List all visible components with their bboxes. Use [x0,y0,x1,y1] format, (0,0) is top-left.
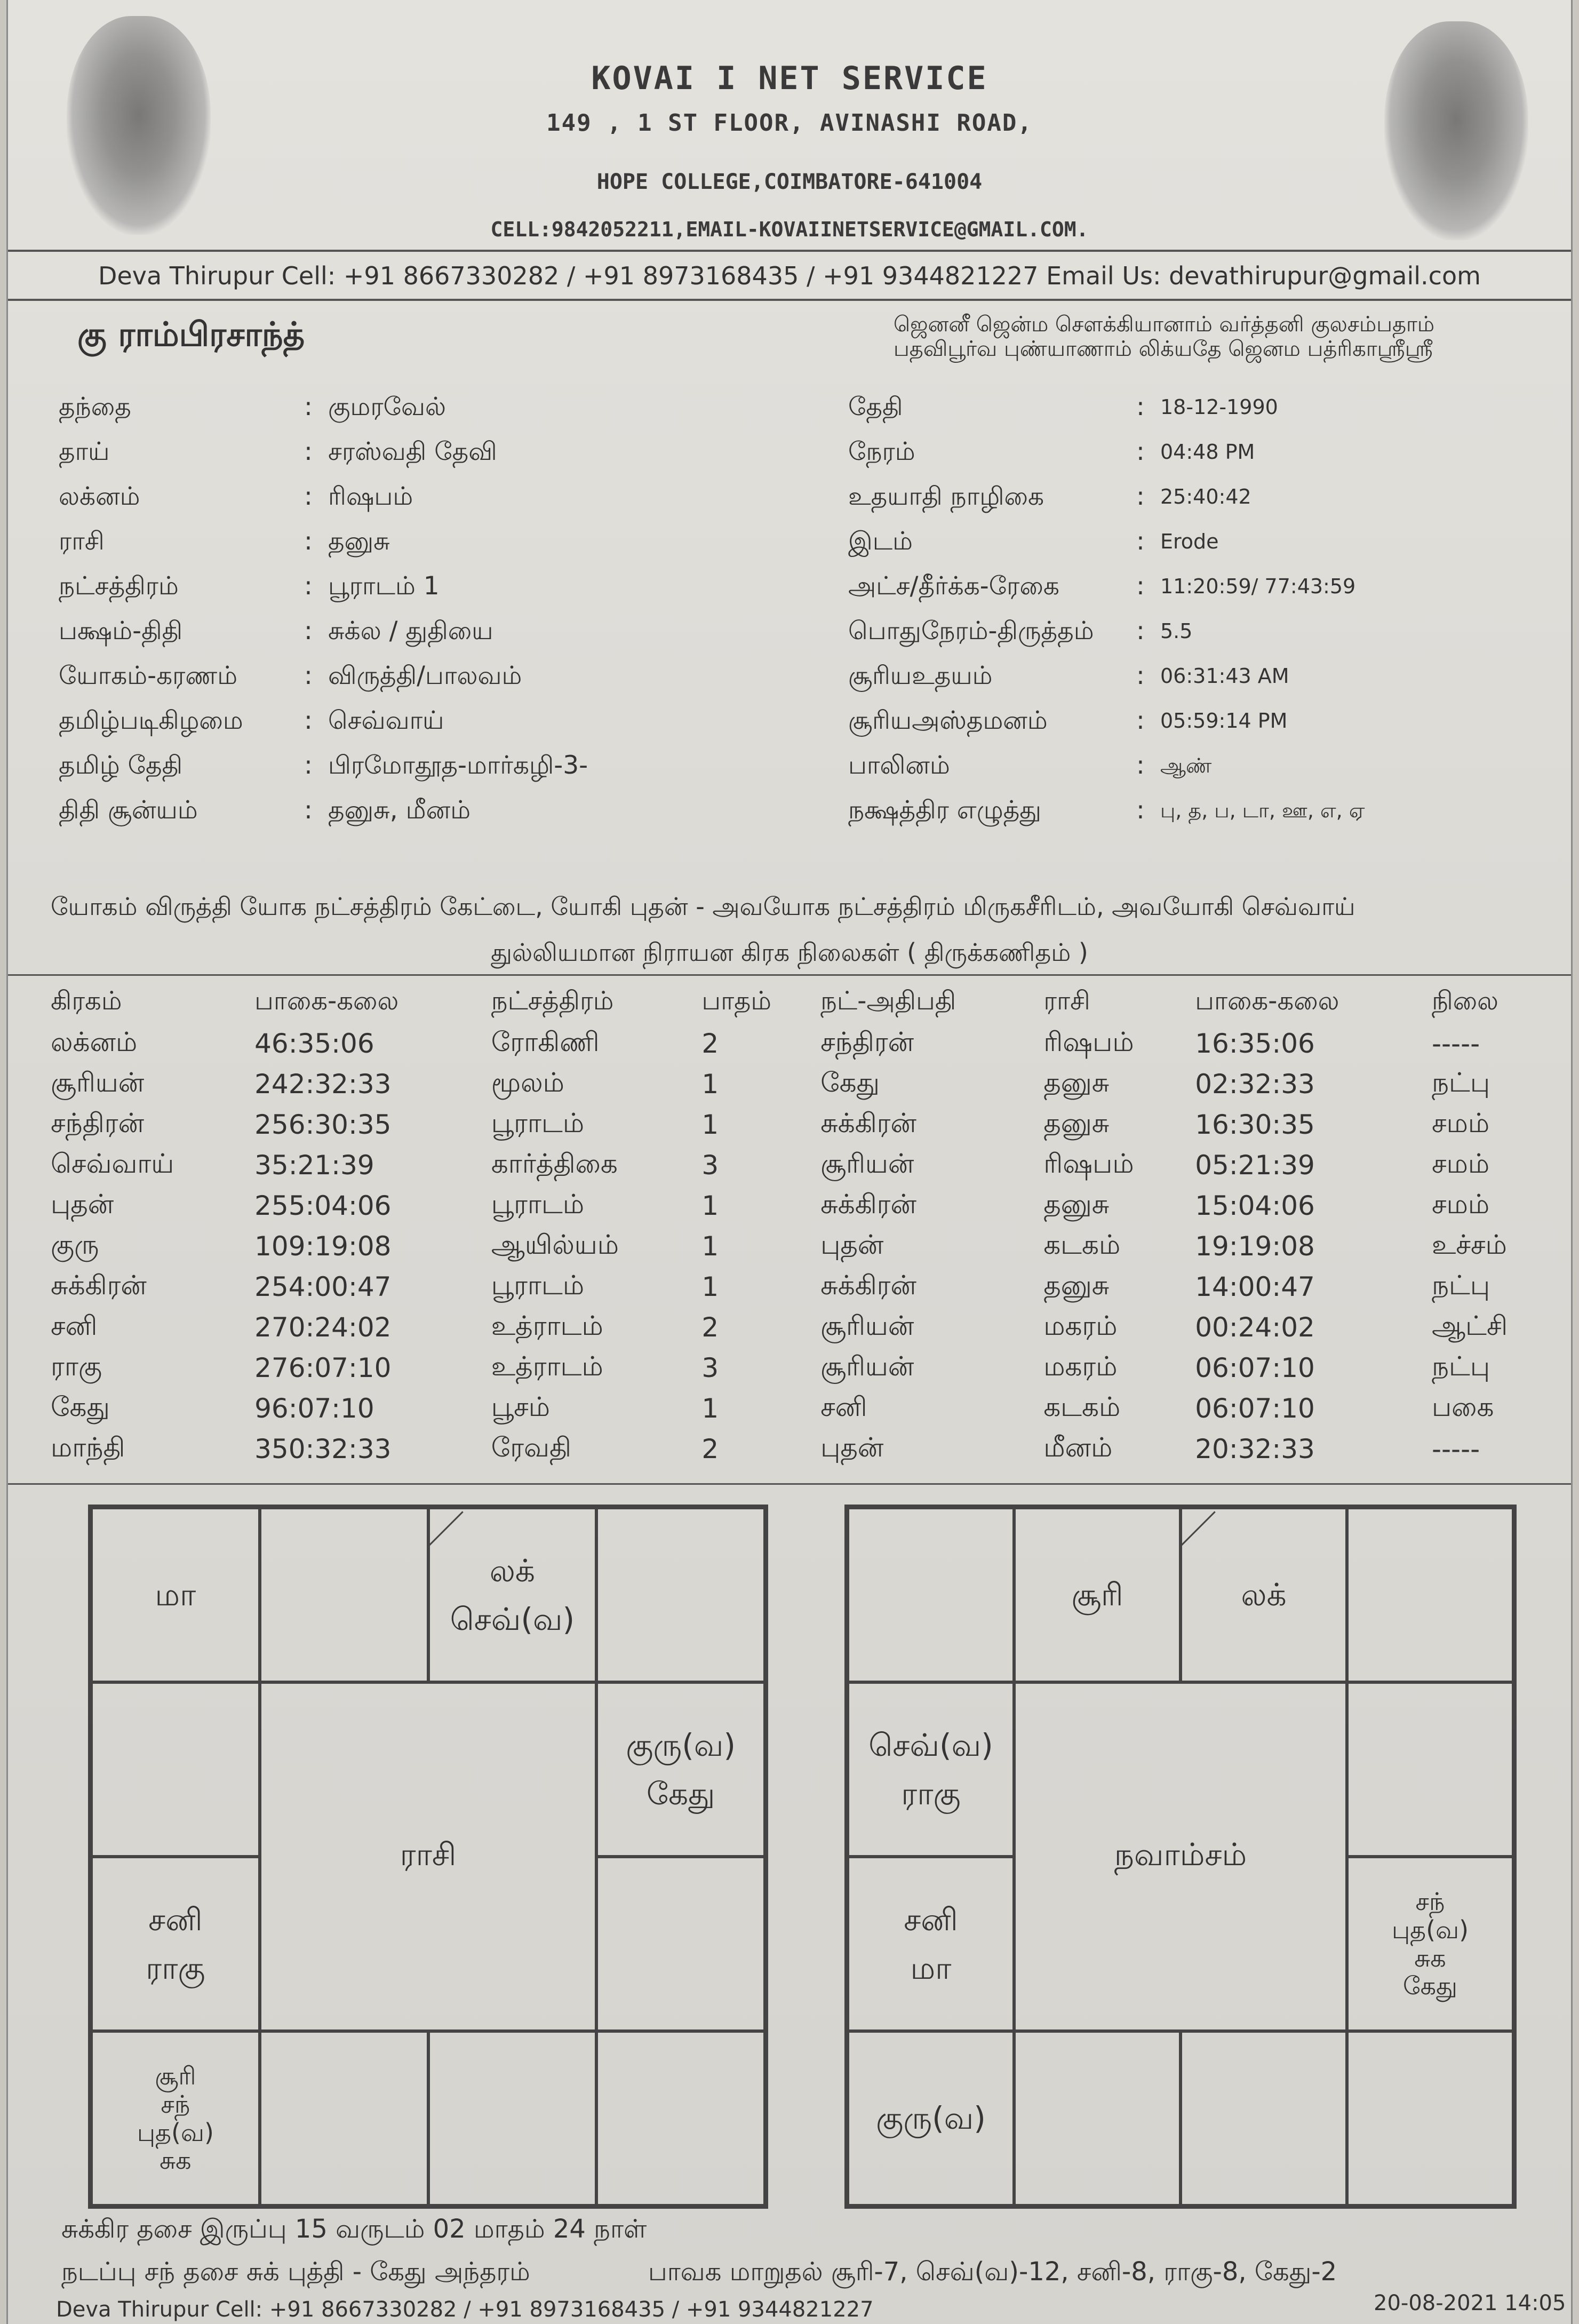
table-cell: உத்ராடம் [491,1310,603,1341]
house-kanni [1347,2031,1513,2206]
bottom-contact: Deva Thirupur Cell: +91 8667330282 / +91 8973168435 / +91 9344821227 [56,2297,874,2322]
detail-colon: : [1136,571,1145,601]
table-cell: உச்சம் [1431,1229,1507,1260]
table-cell: 1 [701,1109,719,1140]
planet-label: செவ்(வ) [868,1726,993,1763]
table-row [45,1104,1555,1145]
table-cell: ----- [1431,1434,1480,1465]
table-cell: 96:07:10 [254,1393,374,1424]
table-cell: பூராடம் [491,1269,585,1301]
horoscope-sheet [6,0,1573,2324]
table-cell: சூரியன் [820,1148,914,1179]
table-cell: லக்னம் [51,1026,138,1057]
house-kanni [596,2031,765,2206]
yoga-line: யோகம் விருத்தி யோக நட்சத்திரம் கேட்டை, யோகி புதன் - அவயோக நட்சத்திரம் மிருகசீரிடம், அவயோகி செவ்வாய் [51,892,1355,921]
table-cell: பூசம் [491,1391,551,1422]
table-cell: தனுசு [1043,1269,1110,1301]
detail-value: ஆண் [1160,754,1212,777]
table-cell: கடகம் [1043,1391,1121,1422]
planet-label: மா [155,1577,196,1613]
table-cell: மகரம் [1043,1350,1118,1382]
detail-value: 5.5 [1160,619,1193,643]
detail-label: உதயாதி நாழிகை [848,482,1044,511]
house-meenam [848,1508,1014,1682]
table-cell: மகரம் [1043,1310,1118,1341]
detail-colon: : [304,392,313,421]
planet-label: லக் [1241,1577,1287,1613]
detail-value: தனுசு, மீனம் [328,795,471,825]
table-cell: செவ்வாய் [51,1148,174,1179]
table-cell: 20:32:33 [1195,1434,1315,1465]
table-cell: தனுசு [1043,1107,1110,1139]
planet-label: கேது [646,1775,715,1812]
table-cell: கார்த்திகை [491,1148,618,1179]
table-cell: 02:32:33 [1195,1069,1315,1100]
table-row [45,1185,1555,1226]
detail-colon: : [304,795,313,825]
planet-label: கேது [1403,1971,1457,2001]
detail-label: நேரம் [848,437,915,466]
detail-colon: : [1136,661,1145,690]
chart-center-label: ராசி [260,1682,597,2031]
table-header-cell: பாகை-கலை [254,986,399,1016]
detail-colon: : [304,661,313,690]
detail-colon: : [304,527,313,556]
table-cell: சூரியன் [820,1310,914,1341]
detail-colon: : [1136,437,1145,466]
detail-value: 18-12-1990 [1160,395,1278,419]
planet-label: சுக [160,2146,192,2175]
detail-label: பக்ஷம்-திதி [59,616,183,646]
table-cell: 2 [701,1434,719,1465]
house-thulam [1181,2031,1347,2206]
table-cell: புதன் [820,1229,884,1260]
table-cell: பூராடம் [491,1188,585,1220]
planet-label: புத(வ) [137,2118,214,2147]
table-header-row [45,982,1555,1023]
table-subtitle: துல்லியமான நிராயன கிரக நிலைகள் ( திருக்கணிதம் ) [491,938,1088,967]
detail-label: நட்சத்திரம் [59,571,179,601]
planet-label: லக் [489,1552,535,1589]
detail-value: தனுசு [328,527,390,556]
detail-label: தாய் [59,437,110,466]
table-header-cell: நட்சத்திரம் [491,986,614,1016]
table-cell: நட்பு [1431,1350,1490,1382]
table-row [45,1388,1555,1429]
table-cell: சுக்கிரன் [820,1269,916,1301]
planet-label: குரு(வ) [626,1726,736,1763]
table-cell: உத்ராடம் [491,1350,603,1382]
table-cell: புதன் [820,1431,884,1463]
house-kumbam [848,1682,1014,1857]
detail-colon: : [1136,527,1145,556]
planet-label: சுக [1414,1943,1446,1972]
table-cell: ராகு [51,1350,102,1382]
planet-label: சனி [148,1901,203,1938]
detail-label: தந்தை [59,392,131,421]
table-row [45,1267,1555,1307]
table-cell: 3 [701,1352,719,1383]
table-cell: மூலம் [491,1067,564,1098]
table-cell: 350:32:33 [254,1434,392,1465]
table-cell: 06:07:10 [1195,1393,1315,1424]
detail-colon: : [1136,751,1145,780]
detail-label: இடம் [848,527,913,556]
house-kadagam [1347,1682,1513,1857]
table-cell: சூரியன் [820,1350,914,1382]
table-cell: 256:30:35 [254,1109,392,1140]
planet-label: மா [910,1949,952,1986]
detail-colon: : [304,616,313,646]
table-cell: 254:00:47 [254,1271,392,1302]
table-cell: சுக்கிரன் [820,1107,916,1139]
house-dhanusu [91,2031,260,2206]
detail-value: 11:20:59/ 77:43:59 [1160,575,1356,598]
table-cell: கேது [51,1391,110,1422]
deva-contact: Deva Thirupur Cell: +91 8667330282 / +91 8973168435 / +91 9344821227 Email Us: devathirupur@gmail.com [98,261,1481,290]
detail-value: 04:48 PM [1160,440,1255,464]
table-row [45,1064,1555,1104]
house-mithunam [1347,1508,1513,1682]
house-dhanusu [848,2031,1014,2206]
detail-value: சுக்ல / துதியை [328,616,493,646]
current-dasa: நடப்பு சந் தசை சுக் புத்தி - கேது அந்தரம் [61,2257,530,2287]
house-kumbam [91,1682,260,1857]
detail-value: பு, த, ப, டா, ஊ, எ, ஏ [1160,799,1365,822]
house-thulam [428,2031,597,2206]
table-cell: சமம் [1431,1148,1490,1179]
table-cell: மாந்தி [51,1431,125,1463]
detail-value: Erode [1160,530,1219,553]
detail-colon: : [1136,795,1145,825]
table-cell: ரிஷபம் [1043,1148,1134,1179]
planet-label: குரு(வ) [876,2100,986,2137]
detail-label: தமிழ் தேதி [59,751,183,780]
detail-label: அட்ச/தீர்க்க-ரேகை [848,571,1059,601]
detail-colon: : [304,437,313,466]
detail-label: லக்னம் [59,482,140,511]
detail-value: 25:40:42 [1160,485,1251,508]
table-cell: ரேவதி [491,1431,571,1463]
table-cell: நட்பு [1431,1067,1490,1098]
house-meenam [91,1508,260,1682]
dasa-balance: சுக்கிர தசை இருப்பு 15 வருடம் 02 மாதம் 24 நாள் [61,2214,647,2244]
house-simmam [1347,1857,1513,2031]
house-simmam [596,1857,765,2031]
detail-label: ராசி [59,527,105,556]
detail-value: பூராடம் 1 [328,571,440,601]
bhava-change: பாவக மாறுதல் சூரி-7, செவ்(வ)-12, சனி-8, ராகு-8, கேது-2 [648,2257,1337,2287]
detail-label: சூரியஅஸ்தமனம் [848,706,1048,735]
blessing-verse: ஜெனனீ ஜென்ம சௌக்கியானாம் வர்த்தனி குலசம்பதாம் பதவிபூர்வ புண்யாணாம் லிக்யதே ஜெனம பத்ரிகாஸ்ரீஸ்ரீ [894,312,1435,361]
table-cell: பகை [1431,1391,1494,1422]
address-line-1: 149 , 1 ST FLOOR, AVINASHI ROAD, [546,109,1033,137]
table-cell: 276:07:10 [254,1352,392,1383]
table-cell: ரோகிணி [491,1026,600,1057]
planet-label: புத(வ) [1391,1915,1469,1944]
divider [8,250,1571,252]
table-cell: 35:21:39 [254,1150,374,1181]
table-cell: 15:04:06 [1195,1190,1315,1221]
house-kadagam [596,1682,765,1857]
table-cell: குரு [51,1229,99,1260]
table-cell: மீனம் [1043,1431,1113,1463]
detail-label: தேதி [848,392,903,421]
detail-label: தமிழ்படிகிழமை [59,706,243,735]
house-mithunam [596,1508,765,1682]
planet-table [45,982,1555,1469]
detail-value: ரிஷபம் [328,482,413,511]
table-cell: 1 [701,1190,719,1221]
table-cell: 05:21:39 [1195,1150,1315,1181]
divider [8,974,1571,976]
address-line-2: HOPE COLLEGE,COIMBATORE-641004 [596,170,983,194]
detail-value: சரஸ்வதி தேவி [328,437,497,466]
table-header-cell: நட்-அதிபதி [820,986,956,1016]
detail-colon: : [1136,392,1145,421]
table-cell: 255:04:06 [254,1190,392,1221]
table-row [45,1429,1555,1469]
table-cell: நட்பு [1431,1269,1490,1301]
table-header-cell: பாகை-கலை [1195,986,1339,1016]
table-cell: 3 [701,1150,719,1181]
table-cell: 109:19:08 [254,1231,392,1262]
table-cell: 1 [701,1069,719,1100]
table-cell: 16:35:06 [1195,1028,1315,1059]
table-cell: 2 [701,1312,719,1343]
table-cell: 16:30:35 [1195,1109,1315,1140]
chart-center-label: நவாம்சம் [1014,1682,1347,2031]
detail-colon: : [304,482,313,511]
detail-colon: : [304,571,313,601]
contact-line: CELL:9842052211,EMAIL-KOVAIINETSERVICE@GMAIL.COM. [490,218,1089,241]
detail-colon: : [304,706,313,735]
planet-label: சூரி [1071,1577,1123,1613]
table-row [45,1023,1555,1064]
table-row [45,1226,1555,1267]
table-header-cell: நிலை [1431,986,1498,1016]
table-header-cell: ராசி [1043,986,1090,1016]
person-name: கு ராம்பிரசாந்த் [77,315,305,354]
table-cell: 46:35:06 [254,1028,374,1059]
table-cell: சுக்கிரன் [51,1269,147,1301]
detail-colon: : [1136,616,1145,646]
detail-value: செவ்வாய் [328,706,444,735]
table-cell: 2 [701,1028,719,1059]
detail-colon: : [1136,482,1145,511]
table-cell: ஆயில்யம் [491,1229,619,1260]
planet-label: சந் [161,2089,190,2119]
detail-value: குமரவேல் [328,392,446,421]
table-cell: 06:07:10 [1195,1352,1315,1383]
table-row [45,1145,1555,1185]
planet-label: ராகு [146,1949,205,1986]
table-cell: சமம் [1431,1188,1490,1220]
table-header-cell: கிரகம் [51,986,122,1016]
detail-value: 05:59:14 PM [1160,709,1288,733]
table-cell: ஆட்சி [1431,1310,1508,1341]
detail-colon: : [1136,706,1145,735]
table-cell: 19:19:08 [1195,1231,1315,1262]
planet-label: செவ்(வ) [450,1601,575,1637]
planet-label: ராகு [901,1775,961,1812]
detail-value: 06:31:43 AM [1160,664,1289,688]
detail-label: பொதுநேரம்-திருத்தம் [848,616,1094,646]
house-mesham [1014,1508,1181,1682]
table-cell: சூரியன் [51,1067,145,1098]
table-cell: தனுசு [1043,1067,1110,1098]
table-cell: சந்திரன் [51,1107,145,1139]
house-rishabam [428,1508,597,1682]
table-cell: தனுசு [1043,1188,1110,1220]
detail-label: நக்ஷத்திர எழுத்து [848,795,1042,825]
detail-label: யோகம்-கரணம் [59,661,238,690]
house-viruchigam [260,2031,428,2206]
table-cell: புதன் [51,1188,114,1220]
company-name: KOVAI I NET SERVICE [591,60,988,97]
table-cell: 1 [701,1271,719,1302]
planet-label: சனி [904,1901,958,1938]
detail-label: சூரியஉதயம் [848,661,993,690]
table-cell: சனி [51,1310,98,1341]
table-cell: 270:24:02 [254,1312,392,1343]
table-cell: கேது [820,1067,880,1098]
table-cell: சனி [820,1391,867,1422]
table-row [45,1348,1555,1388]
table-cell: 1 [701,1231,719,1262]
house-makaram [848,1857,1014,2031]
table-cell: 1 [701,1393,719,1424]
house-makaram [91,1857,260,2031]
house-rishabam [1181,1508,1347,1682]
rasi-chart [88,1505,768,2209]
detail-colon: : [304,751,313,780]
table-cell: ரிஷபம் [1043,1026,1134,1057]
table-cell: சமம் [1431,1107,1490,1139]
planet-label: சூரி [155,2061,196,2090]
table-cell: 00:24:02 [1195,1312,1315,1343]
print-date: 20-08-2021 14:05 [1374,2291,1566,2315]
table-cell: 14:00:47 [1195,1271,1315,1302]
table-cell: சந்திரன் [820,1026,914,1057]
house-mesham [260,1508,428,1682]
table-cell: ----- [1431,1028,1480,1059]
detail-value: விருத்தி/பாலவம் [328,661,522,690]
detail-label: பாலினம் [848,751,950,780]
table-row [45,1307,1555,1348]
divider [8,1483,1571,1485]
table-cell: பூராடம் [491,1107,585,1139]
house-viruchigam [1014,2031,1181,2206]
table-cell: 242:32:33 [254,1069,392,1100]
table-cell: சுக்கிரன் [820,1188,916,1220]
table-cell: கடகம் [1043,1229,1121,1260]
navamsa-chart [844,1505,1517,2209]
table-header-cell: பாதம் [701,986,772,1016]
divider [8,299,1571,301]
detail-value: பிரமோதூத-மார்கழி-3- [328,751,588,780]
planet-label: சந் [1415,1887,1445,1916]
detail-label: திதி சூன்யம் [59,795,198,825]
